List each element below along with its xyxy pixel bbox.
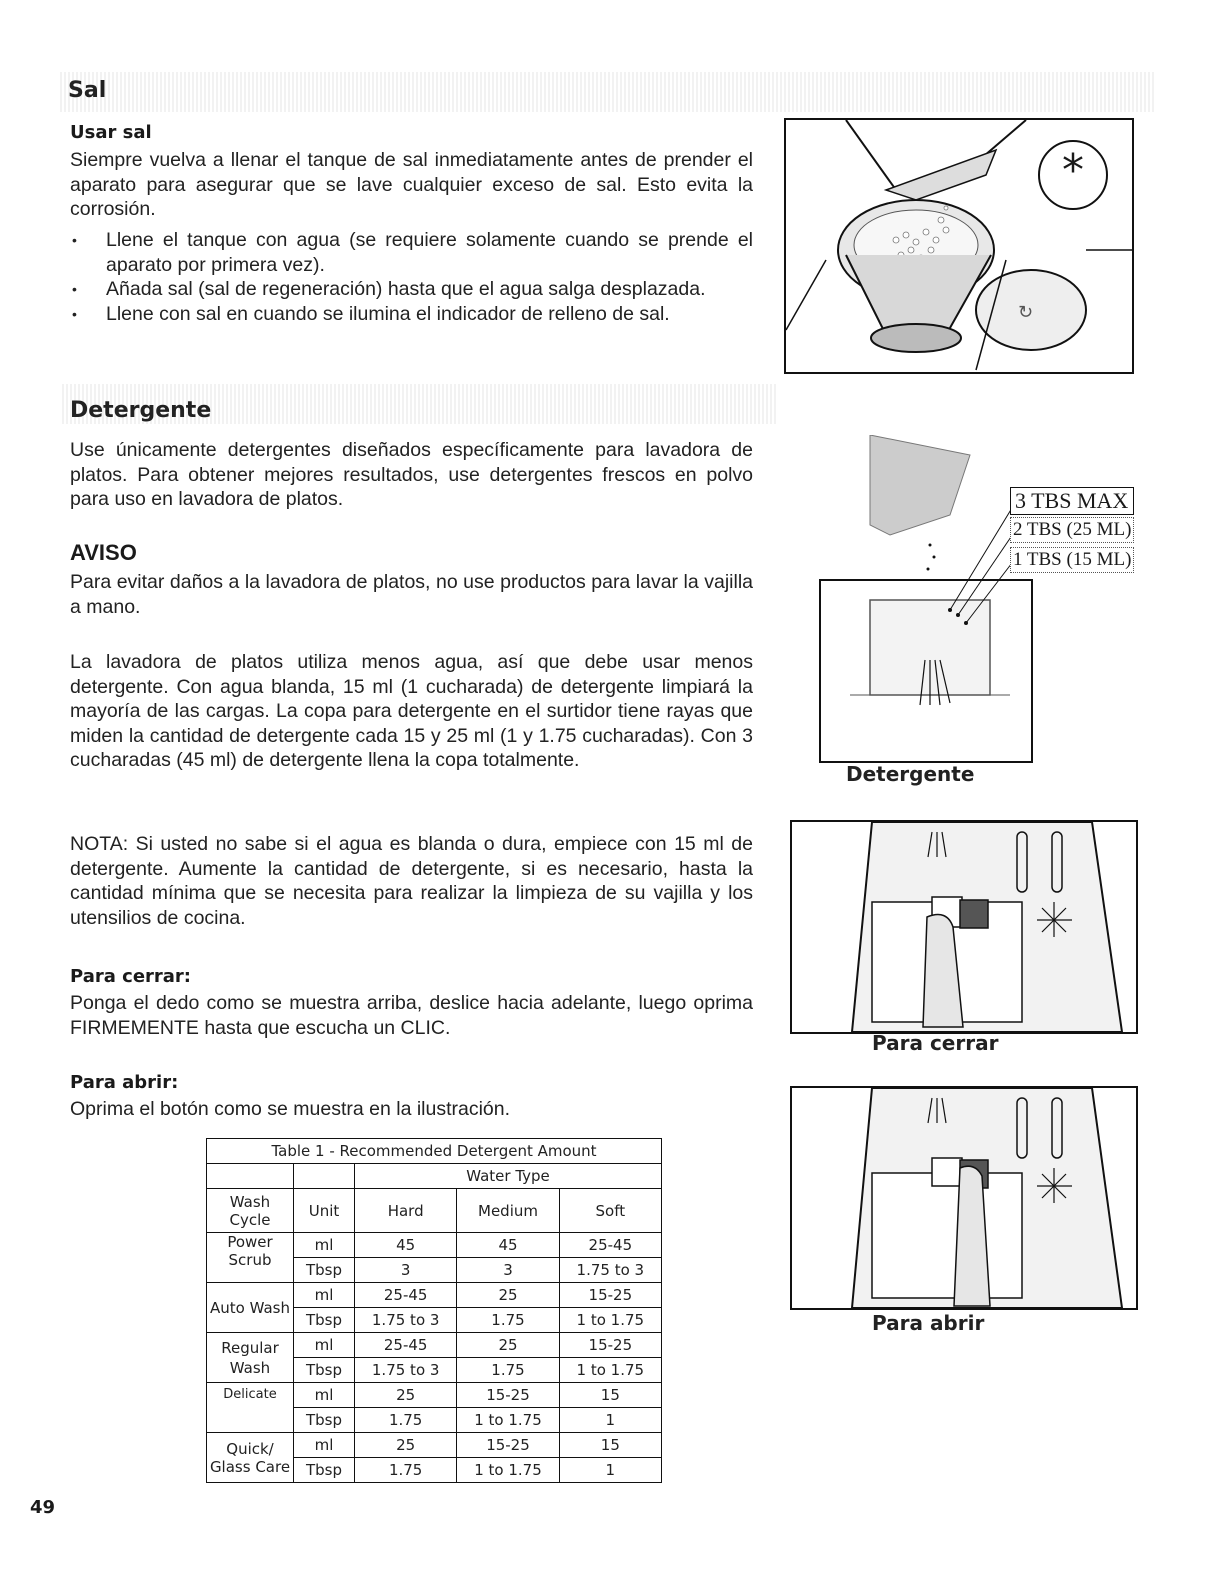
nota-paragraph: NOTA: Si usted no sabe si el agua es blanda o dura, empiece con 15 ml de detergente. Aumente la cantidad de detergente, si es necesario, hasta la cantidad mínima que se necesita para realizar la limpieza de su vajilla y los utensilios de cocina. xyxy=(70,833,753,929)
table-cell: 1.75 xyxy=(457,1308,559,1333)
table-cell: 1 to 1.75 xyxy=(457,1408,559,1433)
list-item: • Añada sal (sal de regeneración) hasta que el agua salga desplazada. xyxy=(70,277,753,302)
label-2-tbs: 2 TBS (25 ML) xyxy=(1010,517,1134,543)
table-cell: 1 xyxy=(559,1408,661,1433)
table-cell: 1.75 xyxy=(355,1458,457,1483)
table-cell: Tbsp xyxy=(294,1458,355,1483)
table-cell: 15-25 xyxy=(559,1283,661,1308)
table-cell: 1.75 to 3 xyxy=(355,1308,457,1333)
para-abrir-paragraph: Oprima el botón como se muestra en la ilustración. xyxy=(70,1098,511,1120)
column-header-soft: Soft xyxy=(559,1189,661,1233)
svg-text:↻: ↻ xyxy=(1018,302,1034,323)
detergente-figure-caption: Detergente xyxy=(846,762,975,786)
table-cell: 25-45 xyxy=(355,1333,457,1358)
table-cell: Tbsp xyxy=(294,1358,355,1383)
table-cell: 1 to 1.75 xyxy=(559,1358,661,1383)
table-cell: 1 to 1.75 xyxy=(559,1308,661,1333)
table-cell: ml xyxy=(294,1283,355,1308)
list-item: • Llene con sal en cuando se ilumina el indicador de relleno de sal. xyxy=(70,302,753,327)
table-row xyxy=(207,1283,662,1308)
table-cell: ml xyxy=(294,1333,355,1358)
detergent-dispenser-illustration xyxy=(810,435,1140,765)
table-cell: 3 xyxy=(355,1258,457,1283)
table-cell: 25-45 xyxy=(559,1233,661,1258)
table-cell xyxy=(207,1164,294,1189)
para-cerrar-illustration xyxy=(790,820,1138,1034)
dispenser-drawing xyxy=(810,435,1140,765)
table-cell: 1.75 to 3 xyxy=(559,1258,661,1283)
table-row xyxy=(207,1433,662,1458)
cycle-cell: Power Scrub xyxy=(207,1233,294,1283)
table-cell: 1.75 xyxy=(457,1358,559,1383)
table-cell: 1 to 1.75 xyxy=(457,1458,559,1483)
column-header-medium: Medium xyxy=(457,1189,559,1233)
asterisk-icon: * xyxy=(1062,145,1084,196)
table-cell: ml xyxy=(294,1383,355,1408)
table-cell: 15-25 xyxy=(559,1333,661,1358)
table-cell: 25 xyxy=(355,1383,457,1408)
table-cell: 45 xyxy=(457,1233,559,1258)
salt-tank-illustration xyxy=(784,118,1134,374)
closing-dispenser-drawing xyxy=(792,822,1136,1032)
table-row xyxy=(207,1333,662,1358)
table-cell: 25-45 xyxy=(355,1283,457,1308)
table-cell: Tbsp xyxy=(294,1408,355,1433)
para-cerrar-figure-caption: Para cerrar xyxy=(872,1031,999,1055)
table-cell: 25 xyxy=(457,1283,559,1308)
table-cell: ml xyxy=(294,1433,355,1458)
column-header-hard: Hard xyxy=(355,1189,457,1233)
cycle-cell: Regular Wash xyxy=(207,1333,294,1383)
aviso-paragraph: Para evitar daños a la lavadora de platos, no use productos para lavar la vajilla a mano. xyxy=(70,571,753,618)
table-cell: 15 xyxy=(559,1433,661,1458)
table-cell: 3 xyxy=(457,1258,559,1283)
list-item: • Llene el tanque con agua (se requiere solamente cuando se prende el aparato por primera vez). xyxy=(70,228,753,277)
table-cell xyxy=(294,1164,355,1189)
label-1-tbs: 1 TBS (15 ML) xyxy=(1010,547,1134,573)
para-abrir-figure-caption: Para abrir xyxy=(872,1311,985,1335)
water-type-header: Water Type xyxy=(355,1164,662,1189)
cycle-cell: Quick/ Glass Care xyxy=(207,1433,294,1483)
opening-dispenser-drawing xyxy=(792,1088,1136,1308)
sal-intro-paragraph: Siempre vuelva a llenar el tanque de sal inmediatamente antes de prender el aparato para asegurar que se lave cualquier exceso de sal. Esto evita la corrosión. xyxy=(70,149,753,220)
table-caption: Table 1 - Recommended Detergent Amount xyxy=(207,1139,662,1164)
table-cell: 15-25 xyxy=(457,1383,559,1408)
aviso-heading: AVISO xyxy=(70,540,137,565)
para-abrir-heading: Para abrir: xyxy=(70,1072,179,1093)
detergent-amount-table xyxy=(206,1138,662,1483)
para-abrir-illustration xyxy=(790,1086,1138,1310)
table-cell: ml xyxy=(294,1233,355,1258)
table-cell: 1.75 xyxy=(355,1408,457,1433)
column-header-unit: Unit xyxy=(294,1189,355,1233)
table-cell: 15-25 xyxy=(457,1433,559,1458)
column-header-wash-cycle: Wash Cycle xyxy=(207,1189,294,1233)
amount-paragraph: La lavadora de platos utiliza menos agua, así que debe usar menos detergente. Con agua blanda, 15 ml (1 cucharada) de detergente limpiará la mayoría de las cargas. La copa para detergente en el surtidor tiene rayas que miden la cantidad de detergente cada 15 y 25 ml (1 y 1.75 cucharadas). Con 3 cucharadas (45 ml) de detergente llena la copa totalmente. xyxy=(70,651,753,771)
sal-section-title: Sal xyxy=(68,78,107,103)
table-cell: 25 xyxy=(457,1333,559,1358)
cycle-cell: Delicate xyxy=(207,1383,294,1433)
sal-bullet-list xyxy=(70,228,753,326)
table-row xyxy=(207,1233,662,1258)
page-number: 49 xyxy=(30,1497,56,1518)
detergente-section-title: Detergente xyxy=(70,398,212,423)
para-cerrar-paragraph: Ponga el dedo como se muestra arriba, deslice hacia adelante, luego oprima FIRMEMENTE hasta que escucha un CLIC. xyxy=(70,992,753,1039)
label-3-tbs-max: 3 TBS MAX xyxy=(1010,487,1134,515)
table-cell: 45 xyxy=(355,1233,457,1258)
detergente-intro-paragraph: Use únicamente detergentes diseñados específicamente para lavadora de platos. Para obtener mejores resultados, use detergentes frescos en polvo para uso en lavadora de platos. xyxy=(70,439,753,510)
table-cell: 1.75 to 3 xyxy=(355,1358,457,1383)
table-cell: 25 xyxy=(355,1433,457,1458)
cycle-cell: Auto Wash xyxy=(207,1283,294,1333)
table-cell: Tbsp xyxy=(294,1258,355,1283)
sal-header-band xyxy=(60,72,1155,112)
para-cerrar-heading: Para cerrar: xyxy=(70,966,191,987)
usar-sal-heading: Usar sal xyxy=(70,122,152,143)
table-cell: 1 xyxy=(559,1458,661,1483)
table-cell: 15 xyxy=(559,1383,661,1408)
table-row xyxy=(207,1383,662,1408)
table-cell: Tbsp xyxy=(294,1308,355,1333)
